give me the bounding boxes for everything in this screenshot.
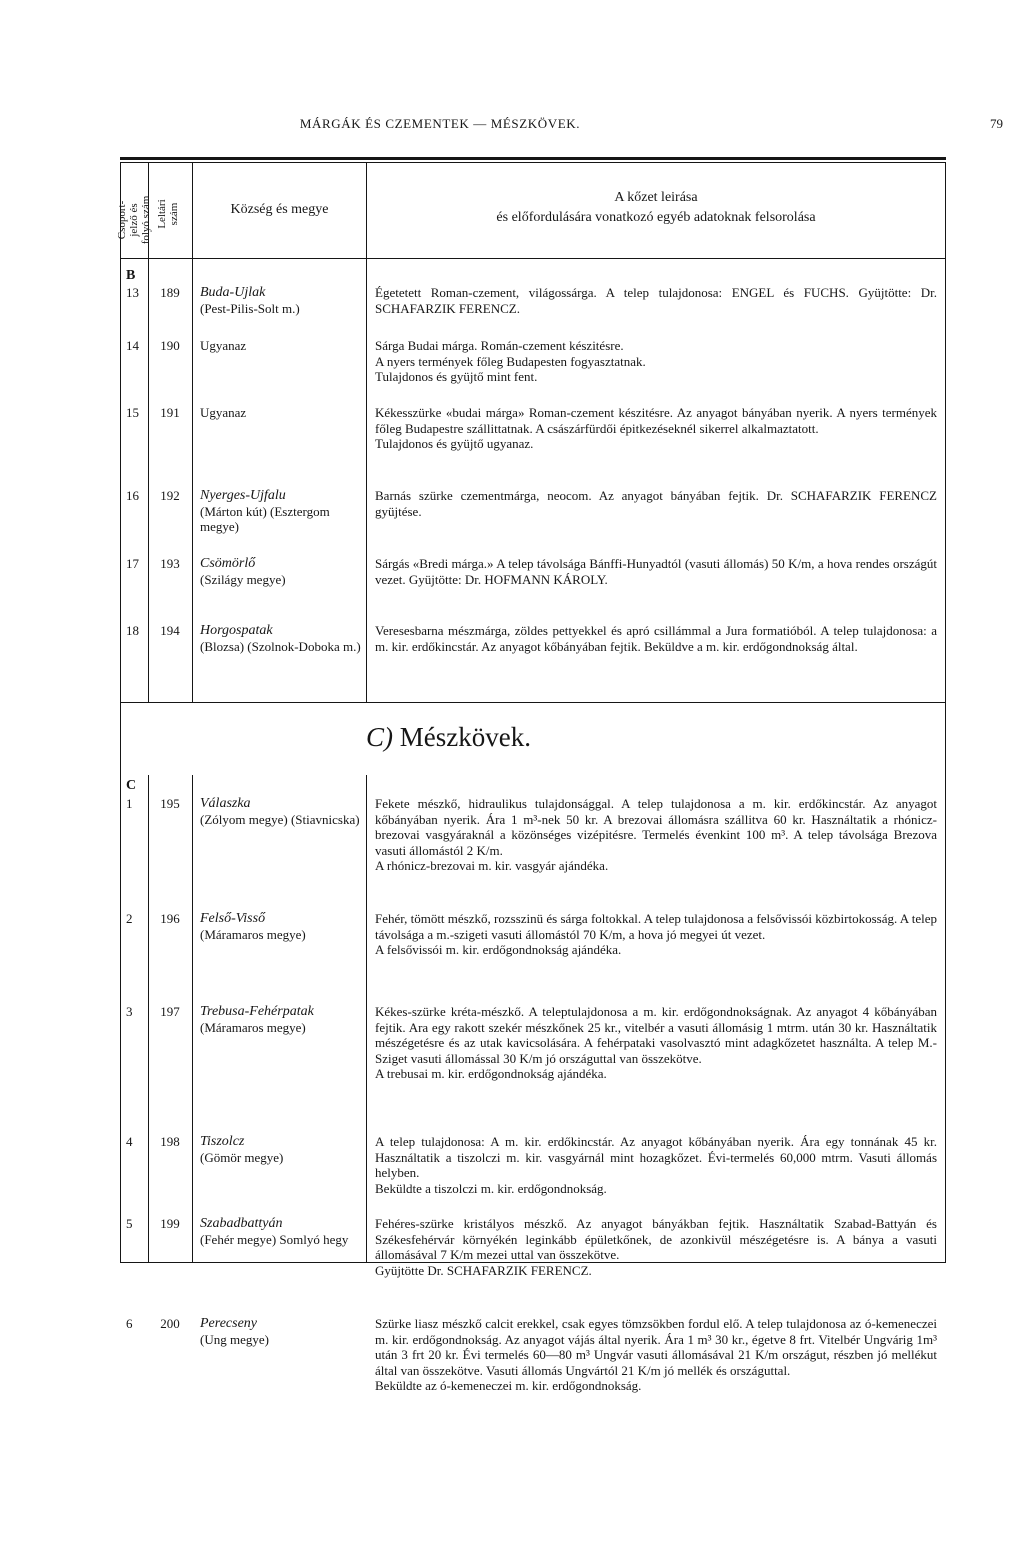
description-cell — [375, 556, 937, 587]
catalog-number: 197 — [160, 1004, 180, 1019]
place-name: Horgospatak — [200, 623, 273, 638]
place-county: (Márton kút) (Esztergom megye) — [200, 503, 330, 535]
place-cell — [200, 1134, 362, 1165]
group-number: 16 — [126, 488, 139, 503]
header-place: Község és megye — [230, 202, 329, 217]
catalog-number: 198 — [160, 1134, 180, 1149]
place-county: (Gömör megye) — [200, 1149, 284, 1165]
group-number: 5 — [126, 1216, 133, 1231]
description-cell — [375, 1216, 937, 1278]
col-divider-1-c — [148, 775, 149, 1262]
description-text: Fehéres-szürke kristályos mészkő. Az anyagot bányákban fejtik. Használtatik Szabad-Battyán és Székesfehérvár környékén leginkább épületkőnek, de azonkivül mészégetésre is. A bánya a vasuti állomásával 7 K/m mezei uttal van összekötve. — [375, 1216, 937, 1263]
description-text: A nyers termények főleg Budapesten fogyasztatnak. — [375, 353, 646, 369]
place-name: Ugyanaz — [200, 338, 247, 353]
description-cell — [375, 338, 937, 385]
col-divider-2-c — [192, 775, 193, 1262]
description-cell — [375, 911, 937, 958]
group-number: 4 — [126, 1134, 133, 1149]
description-text: Fehér, tömött mészkő, rozsszinü és sárga foltokkal. A telep tulajdonosa a felsővissói közbirtokosság. A telep távolsága a m.-szigeti vasuti állomástól 70 K/m, a hova jó megyei út vezet. — [375, 911, 937, 942]
place-cell — [200, 1216, 362, 1247]
description-text: Beküldte az ó-kemeneczei m. kir. erdőgondnokság. — [375, 1378, 642, 1394]
place-county: (Zólyom megye) (Stiavnicska) — [200, 811, 360, 827]
place-county: (Pest-Pilis-Solt m.) — [200, 300, 300, 316]
section-b-bottom-rule — [120, 702, 946, 703]
group-number: 1 — [126, 796, 133, 811]
section-c-title-letter: C) — [366, 722, 393, 752]
place-name: Tiszolcz — [200, 1134, 245, 1149]
place-name: Szabadbattyán — [200, 1216, 283, 1231]
table-top-rule-thin — [120, 162, 946, 163]
description-cell — [375, 1316, 937, 1394]
description-text: A rhónicz-brezovai m. kir. vasgyár ajándéka. — [375, 858, 609, 874]
section-c-letter: C — [126, 778, 137, 793]
description-text: Gyüjtötte Dr. SCHAFARZIK FERENCZ. — [375, 1262, 592, 1278]
place-name: Buda-Ujlak — [200, 285, 266, 300]
catalog-number: 196 — [160, 911, 180, 926]
description-text: A telep tulajdonosa: A m. kir. erdőkincstár. Az anyagot kőbányában nyerik. Ára egy tonnának 45 kr. Használtatik a tiszolczi m. kir. vasgyárnál mint hozagkőzet. Évi-termelés 60,000 mtrm. Vasuti állomás helyben. — [375, 1134, 937, 1181]
table-right-border — [945, 162, 946, 1262]
description-text: Tulajdonos és gyüjtő mint fent. — [375, 369, 538, 385]
place-cell — [200, 911, 362, 942]
place-county: (Ung megye) — [200, 1331, 269, 1347]
page-number: 79 — [990, 116, 1003, 131]
place-name: Csömörlő — [200, 556, 256, 571]
description-cell — [375, 1134, 937, 1196]
catalog-number: 194 — [160, 623, 180, 638]
page-header-title: MÁRGÁK ÉS CZEMENTEK — MÉSZKÖVEK. — [299, 116, 581, 131]
place-name: Trebusa-Fehérpatak — [200, 1004, 314, 1019]
group-number: 15 — [126, 405, 139, 420]
place-cell — [200, 623, 362, 654]
group-number: 6 — [126, 1316, 133, 1331]
section-c-title — [366, 722, 946, 753]
place-cell — [200, 556, 362, 587]
place-name: Válaszka — [200, 796, 251, 811]
catalog-number: 199 — [160, 1216, 180, 1231]
section-c-title-text: Mészkövek. — [399, 722, 531, 752]
place-cell — [200, 1316, 362, 1347]
description-text: Sárgás «Bredi márga.» A telep távolsága Bánffi-Hunyadtól (vasuti állomás) 50 K/m, a hova rendes országút vezet. Gyüjtötte: Dr. HOFMANN KÁROLY. — [375, 556, 937, 587]
place-cell — [200, 338, 362, 354]
description-cell — [375, 488, 937, 519]
description-text: Barnás szürke czementmárga, neocom. Az anyagot bányában fejtik. Dr. SCHAFARZIK FERENCZ gyüjtése. — [375, 488, 937, 519]
place-cell — [200, 405, 362, 421]
group-number: 3 — [126, 1004, 133, 1019]
group-number: 13 — [126, 285, 139, 300]
col-divider-2-b — [192, 162, 193, 702]
running-head — [0, 116, 1024, 136]
col-divider-3-b — [366, 162, 367, 702]
description-cell — [375, 285, 937, 316]
place-name: Nyerges-Ujfalu — [200, 488, 286, 503]
place-county: (Fehér megye) Somlyó hegy — [200, 1231, 349, 1247]
table-top-rule — [120, 157, 946, 160]
group-number: 17 — [126, 556, 139, 571]
group-number: 2 — [126, 911, 133, 926]
place-name: Felső-Visső — [200, 911, 266, 926]
description-text: Kékes-szürke kréta-mészkő. A teleptulajdonosa a m. kir. erdőgondnokságnak. Az anyagot 4 kőbányában fejtik. Ara egy rakott szekér mészkőnek 25 kr., vitelbér a vasuti állomásig 1 mtrm. után 30 kr. Használtatik mészégetésre és az utak kavicsolására. A fehérpataki vasolvasztó mint adagkőzetet használta. A telep M.-Sziget vasuti állomással 30 K/m jó országuttal van összekötve. — [375, 1004, 937, 1066]
col-divider-3-c — [366, 775, 367, 1262]
header-description: A kőzet leirása és előfordulására vonatkozó egyéb adatoknak felsorolása — [496, 190, 816, 225]
place-county: (Blozsa) (Szolnok-Doboka m.) — [200, 638, 361, 654]
header-group-number: Csoport- jelző és folyó szám — [116, 195, 152, 245]
description-cell — [375, 623, 937, 654]
description-text: Sárga Budai márga. Román-czement készitésre. — [375, 338, 624, 353]
description-text: Beküldte a tiszolczi m. kir. erdőgondnokság. — [375, 1180, 607, 1196]
description-cell — [375, 796, 937, 874]
description-cell — [375, 405, 937, 452]
catalog-number: 195 — [160, 796, 180, 811]
description-text: A trebusai m. kir. erdőgondnokság ajándéka. — [375, 1066, 607, 1082]
place-cell — [200, 1004, 362, 1035]
header-bottom-rule — [120, 258, 946, 259]
place-cell — [200, 488, 362, 535]
catalog-number: 192 — [160, 488, 180, 503]
catalog-number: 193 — [160, 556, 180, 571]
section-b-letter: B — [126, 268, 136, 283]
group-number: 14 — [126, 338, 139, 353]
header-catalog-number: Leltári szám — [156, 199, 180, 229]
catalog-number: 190 — [160, 338, 180, 353]
description-text: Kékesszürke «budai márga» Roman-czement készitésre. Az anyagot bányában nyerik. A nyers termények főleg Budapestre szállittatnak. A császárfürdői épitkezéseknél sikerrel alkalmaztatott. — [375, 405, 937, 436]
catalog-number: 189 — [160, 285, 180, 300]
description-text: Fekete mészkő, hidraulikus tulajdonsággal. A telep tulajdonosa a m. kir. erdőkincstár. Az anyagot kőbányában nyerik. Ára 1 m³-nek 50 kr. A brezovai állomásra szállitva 60 kr. Használtatik a rhónicz-brezovai vasgyáraknál a közönséges vizépitésre. Termelés évenkint 100 m³. A telep távolsága Brezova vasuti állomástól 2 K/m. — [375, 796, 937, 858]
catalog-number: 200 — [160, 1316, 180, 1331]
group-number: 18 — [126, 623, 139, 638]
description-text: Veresesbarna mészmárga, zöldes pettyekkel és apró csillámmal a Jura formatióból. A telep tulajdonosa: a m. kir. erdőkincstár. Az anyagot kőbányában fejtik. Beküldve a m. kir. erdőgondnokság által. — [375, 623, 937, 654]
place-name: Ugyanaz — [200, 405, 247, 420]
description-text: Szürke liasz mészkő calcit erekkel, csak egyes tömzsökben fordul elő. A telep tulajdonosa az ó-kemeneczei m. kir. erdőgondnokság. Az anyagot vájás által nyerik. Ára 1 m³ 30 kr., égetve 8 frt. Vitelbér Ungvárig 1m³ után 3 frt 20 kr. Évi termelés 60—80 m³ Ungvár vasuti állomásával 21 K/m országut, részben jó mellékut által van összekötve. Vasuti állomás Ungvártól 21 K/m jó mellék és országuttal. — [375, 1316, 937, 1378]
description-text: A felsővissói m. kir. erdőgondnokság ajándéka. — [375, 942, 622, 958]
description-text: Égetetett Roman-czement, világossárga. A telep tulajdonosa: ENGEL és FUCHS. Gyüjtötte: Dr. SCHAFARZIK FERENCZ. — [375, 285, 937, 316]
place-cell — [200, 796, 362, 827]
place-county: (Szilágy megye) — [200, 571, 286, 587]
place-name: Perecseny — [200, 1316, 257, 1331]
description-cell — [375, 1004, 937, 1082]
place-county: (Máramaros megye) — [200, 926, 306, 942]
table-left-border — [120, 162, 121, 1262]
place-county: (Máramaros megye) — [200, 1019, 306, 1035]
catalog-number: 191 — [160, 405, 180, 420]
description-text: Tulajdonos és gyüjtő ugyanaz. — [375, 436, 534, 452]
place-cell — [200, 285, 362, 316]
